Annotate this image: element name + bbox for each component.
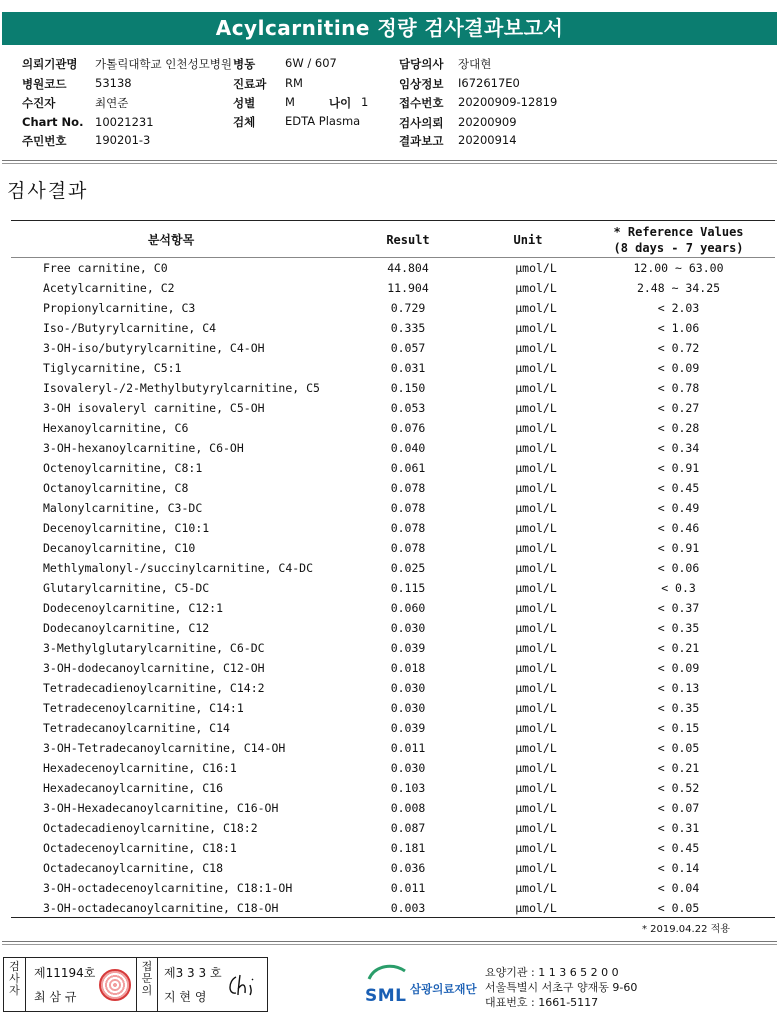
unit-value: μmol/L bbox=[515, 821, 557, 835]
confirmer-label bbox=[136, 958, 158, 1011]
result-value: 0.335 bbox=[390, 321, 426, 335]
result-value: 0.103 bbox=[390, 781, 426, 795]
result-value: 0.025 bbox=[390, 561, 426, 575]
table-row bbox=[11, 658, 775, 678]
tester-label bbox=[4, 958, 26, 1011]
analyte-name: 3-Methylglutarylcarnitine, C6-DC bbox=[43, 641, 265, 655]
table-row bbox=[11, 358, 775, 378]
unit-value: μmol/L bbox=[515, 781, 557, 795]
analyte-name: 3-OH isovaleryl carnitine, C5-OH bbox=[43, 401, 265, 415]
table-row bbox=[11, 458, 775, 478]
info-label: 성별 bbox=[233, 96, 256, 110]
analyte-name: Methlymalonyl-/succinylcarnitine, C4-DC bbox=[43, 561, 314, 575]
reference-value: < 0.37 bbox=[657, 601, 700, 615]
reference-value: < 0.35 bbox=[657, 701, 700, 715]
analyte-name: 3-OH-octadecanoylcarnitine, C18-OH bbox=[43, 901, 279, 915]
tester-label-text: 검 사 자 bbox=[9, 960, 20, 997]
info-value: 190201-3 bbox=[95, 133, 151, 147]
reference-value: < 0.15 bbox=[657, 721, 700, 735]
analyte-name: Isovaleryl-/2-Methylbutyrylcarnitine, C5 bbox=[43, 381, 320, 395]
reference-value: < 0.14 bbox=[657, 861, 700, 875]
reference-value: < 2.03 bbox=[657, 301, 700, 315]
results-table bbox=[11, 220, 775, 918]
table-row bbox=[11, 678, 775, 698]
analyte-name: Octenoylcarnitine, C8:1 bbox=[43, 461, 203, 475]
info-label: 결과보고 bbox=[399, 134, 444, 148]
reference-value: < 0.72 bbox=[657, 341, 700, 355]
analyte-name: Malonylcarnitine, C3-DC bbox=[43, 501, 203, 515]
table-row bbox=[11, 878, 775, 898]
result-value: 0.030 bbox=[390, 761, 426, 775]
result-value: 0.078 bbox=[390, 501, 426, 515]
result-value: 0.011 bbox=[390, 741, 426, 755]
unit-value: μmol/L bbox=[515, 341, 557, 355]
info-label: 수진자 bbox=[22, 96, 56, 110]
header-reference-line1: * Reference Values bbox=[613, 225, 744, 239]
reference-value: < 0.52 bbox=[657, 781, 700, 795]
header-item: 분석항목 bbox=[147, 233, 195, 247]
confirmer-name: 지 현 영 bbox=[164, 990, 207, 1004]
result-value: 0.018 bbox=[390, 661, 426, 675]
analyte-name: 3-OH-Hexadecanoylcarnitine, C16-OH bbox=[43, 801, 279, 815]
result-value: 0.053 bbox=[390, 401, 426, 415]
unit-value: μmol/L bbox=[515, 401, 557, 415]
table-row bbox=[11, 498, 775, 518]
result-value: 0.003 bbox=[390, 901, 426, 915]
info-label: 검사의뢰 bbox=[399, 116, 444, 130]
analyte-name: Tetradecanoylcarnitine, C14 bbox=[43, 721, 230, 735]
info-value: 장대현 bbox=[458, 57, 492, 71]
info-label: 담당의사 bbox=[399, 57, 444, 71]
result-value: 0.039 bbox=[390, 721, 426, 735]
sml-logo-icon bbox=[367, 963, 407, 983]
info-value: 6W / 607 bbox=[285, 56, 337, 70]
result-value: 0.031 bbox=[390, 361, 426, 375]
analyte-name: Propionylcarnitine, C3 bbox=[43, 301, 196, 315]
reference-value: < 0.49 bbox=[657, 501, 700, 515]
table-row bbox=[11, 478, 775, 498]
unit-value: μmol/L bbox=[515, 721, 557, 735]
table-row bbox=[11, 418, 775, 438]
table-row bbox=[11, 278, 775, 298]
table-row bbox=[11, 778, 775, 798]
table-row bbox=[11, 558, 775, 578]
reference-value: < 0.27 bbox=[657, 401, 700, 415]
table-row bbox=[11, 818, 775, 838]
analyte-name: Glutarylcarnitine, C5-DC bbox=[43, 581, 210, 595]
result-value: 0.061 bbox=[390, 461, 426, 475]
table-row bbox=[11, 858, 775, 878]
analyte-name: Iso-/Butyrylcarnitine, C4 bbox=[43, 321, 217, 335]
table-row bbox=[11, 538, 775, 558]
unit-value: μmol/L bbox=[515, 901, 557, 915]
analyte-name: Octadecenoylcarnitine, C18:1 bbox=[43, 841, 237, 855]
unit-value: μmol/L bbox=[515, 861, 557, 875]
tester-seal-icon bbox=[99, 969, 131, 1001]
reference-value: < 0.06 bbox=[657, 561, 700, 575]
analyte-name: 3-OH-Tetradecanoylcarnitine, C14-OH bbox=[43, 741, 286, 755]
reference-value: < 1.06 bbox=[657, 321, 700, 335]
result-value: 0.039 bbox=[390, 641, 426, 655]
info-label: 의뢰기관명 bbox=[22, 57, 78, 71]
confirmer-signature-icon bbox=[226, 971, 262, 999]
analyte-name: 3-OH-iso/butyrylcarnitine, C4-OH bbox=[43, 341, 265, 355]
unit-value: μmol/L bbox=[515, 621, 557, 635]
unit-value: μmol/L bbox=[515, 521, 557, 535]
result-value: 0.078 bbox=[390, 521, 426, 535]
table-row bbox=[11, 438, 775, 458]
unit-value: μmol/L bbox=[515, 381, 557, 395]
table-row bbox=[11, 698, 775, 718]
reference-value: < 0.31 bbox=[657, 821, 700, 835]
analyte-name: Dodecenoylcarnitine, C12:1 bbox=[43, 601, 224, 615]
table-row bbox=[11, 578, 775, 598]
table-header bbox=[11, 220, 775, 258]
analyte-name: 3-OH-octadecenoylcarnitine, C18:1-OH bbox=[43, 881, 293, 895]
info-value: EDTA Plasma bbox=[285, 114, 361, 128]
analyte-name: Octanoylcarnitine, C8 bbox=[43, 481, 189, 495]
org-phone: 대표번호 : 1661-5117 bbox=[485, 996, 599, 1009]
result-value: 0.078 bbox=[390, 541, 426, 555]
footer-divider bbox=[2, 941, 777, 945]
analyte-name: Free carnitine, C0 bbox=[43, 261, 168, 275]
reference-value: < 0.21 bbox=[657, 761, 700, 775]
unit-value: μmol/L bbox=[515, 421, 557, 435]
table-row bbox=[11, 738, 775, 758]
info-value: 20200914 bbox=[458, 133, 517, 147]
org-address-block bbox=[485, 965, 637, 1010]
unit-value: μmol/L bbox=[515, 561, 557, 575]
info-value: M bbox=[285, 95, 295, 109]
table-row bbox=[11, 838, 775, 858]
org-name: 삼광의료재단 bbox=[410, 982, 477, 996]
unit-value: μmol/L bbox=[515, 301, 557, 315]
unit-value: μmol/L bbox=[515, 541, 557, 555]
analyte-name: Dodecanoylcarnitine, C12 bbox=[43, 621, 210, 635]
analyte-name: Hexadecenoylcarnitine, C16:1 bbox=[43, 761, 237, 775]
analyte-name: Hexanoylcarnitine, C6 bbox=[43, 421, 189, 435]
info-label: 진료과 bbox=[233, 77, 267, 91]
reference-value: < 0.78 bbox=[657, 381, 700, 395]
reference-value: < 0.05 bbox=[657, 901, 700, 915]
unit-value: μmol/L bbox=[515, 641, 557, 655]
unit-value: μmol/L bbox=[515, 681, 557, 695]
result-value: 0.036 bbox=[390, 861, 426, 875]
table-row bbox=[11, 518, 775, 538]
analyte-name: 3-OH-hexanoylcarnitine, C6-OH bbox=[43, 441, 244, 455]
result-value: 0.150 bbox=[390, 381, 426, 395]
result-value: 0.087 bbox=[390, 821, 426, 835]
reference-value: < 0.04 bbox=[657, 881, 700, 895]
info-value: 53138 bbox=[95, 76, 132, 90]
info-label: 병원코드 bbox=[22, 77, 67, 91]
reference-value: < 0.46 bbox=[657, 521, 700, 535]
reference-value: < 0.91 bbox=[657, 541, 700, 555]
result-value: 44.804 bbox=[387, 261, 429, 275]
table-body bbox=[11, 258, 775, 918]
result-value: 0.030 bbox=[390, 681, 426, 695]
unit-value: μmol/L bbox=[515, 741, 557, 755]
info-value: 20200909 bbox=[458, 115, 517, 129]
table-row bbox=[11, 798, 775, 818]
reference-value: < 0.45 bbox=[657, 841, 700, 855]
header-unit: Unit bbox=[513, 233, 543, 247]
unit-value: μmol/L bbox=[515, 801, 557, 815]
analyte-name: Tetradecadienoylcarnitine, C14:2 bbox=[43, 681, 265, 695]
analyte-name: 3-OH-dodecanoylcarnitine, C12-OH bbox=[43, 661, 265, 675]
report-title: Acylcarnitine 정량 검사결과보고서 bbox=[2, 12, 777, 45]
reference-value: < 0.07 bbox=[657, 801, 700, 815]
table-bottom-rule bbox=[11, 917, 775, 918]
result-value: 11.904 bbox=[387, 281, 429, 295]
info-value: 가톨릭대학교 인천성모병원 bbox=[95, 57, 232, 71]
table-row bbox=[11, 298, 775, 318]
unit-value: μmol/L bbox=[515, 841, 557, 855]
unit-value: μmol/L bbox=[515, 581, 557, 595]
table-row bbox=[11, 758, 775, 778]
table-row bbox=[11, 898, 775, 918]
result-value: 0.040 bbox=[390, 441, 426, 455]
info-value: 10021231 bbox=[95, 115, 154, 129]
table-row bbox=[11, 318, 775, 338]
unit-value: μmol/L bbox=[515, 501, 557, 515]
header-divider bbox=[2, 160, 777, 164]
unit-value: μmol/L bbox=[515, 481, 557, 495]
header-reference bbox=[601, 221, 756, 259]
result-value: 0.030 bbox=[390, 621, 426, 635]
info-label: 검체 bbox=[233, 115, 256, 129]
reference-value: < 0.45 bbox=[657, 481, 700, 495]
reference-value: < 0.09 bbox=[657, 661, 700, 675]
result-value: 0.011 bbox=[390, 881, 426, 895]
reference-value: 2.48 ~ 34.25 bbox=[636, 281, 721, 295]
unit-value: μmol/L bbox=[515, 361, 557, 375]
header-result: Result bbox=[386, 233, 430, 247]
reference-value: < 0.09 bbox=[657, 361, 700, 375]
info-label: 주민번호 bbox=[22, 134, 67, 148]
table-row bbox=[11, 398, 775, 418]
result-value: 0.729 bbox=[390, 301, 426, 315]
unit-value: μmol/L bbox=[515, 461, 557, 475]
table-row bbox=[11, 598, 775, 618]
analyte-name: Tiglycarnitine, C5:1 bbox=[43, 361, 182, 375]
analyte-name: Decenoylcarnitine, C10:1 bbox=[43, 521, 210, 535]
analyte-name: Hexadecanoylcarnitine, C16 bbox=[43, 781, 224, 795]
table-row bbox=[11, 378, 775, 398]
analyte-name: Acetylcarnitine, C2 bbox=[43, 281, 175, 295]
tester-name: 최 삼 규 bbox=[34, 990, 77, 1004]
header-reference-line2: (8 days - 7 years) bbox=[613, 241, 744, 255]
confirmer-license-no: 제3 3 3 호 bbox=[164, 966, 222, 980]
table-row bbox=[11, 638, 775, 658]
result-value: 0.008 bbox=[390, 801, 426, 815]
reference-value: < 0.13 bbox=[657, 681, 700, 695]
org-code: 요양기관 : 1 1 3 6 5 2 0 0 bbox=[485, 966, 619, 979]
unit-value: μmol/L bbox=[515, 321, 557, 335]
info-value: I672617E0 bbox=[458, 76, 520, 90]
reference-value: < 0.35 bbox=[657, 621, 700, 635]
table-row bbox=[11, 718, 775, 738]
info-label: Chart No. bbox=[22, 115, 84, 129]
reference-value: 12.00 ~ 63.00 bbox=[633, 261, 724, 275]
reference-footnote: * 2019.04.22 적용 bbox=[642, 924, 730, 935]
age-value: 1 bbox=[361, 95, 369, 109]
table-row bbox=[11, 338, 775, 358]
tester-license-no: 제11194호 bbox=[34, 966, 96, 980]
result-value: 0.078 bbox=[390, 481, 426, 495]
signature-box bbox=[3, 957, 268, 1012]
reference-value: < 0.21 bbox=[657, 641, 700, 655]
reference-value: < 0.91 bbox=[657, 461, 700, 475]
info-value: RM bbox=[285, 76, 303, 90]
unit-value: μmol/L bbox=[515, 261, 557, 275]
analyte-name: Octadecanoylcarnitine, C18 bbox=[43, 861, 224, 875]
reference-value: < 0.3 bbox=[661, 581, 696, 595]
unit-value: μmol/L bbox=[515, 661, 557, 675]
table-row bbox=[11, 618, 775, 638]
reference-value: < 0.28 bbox=[657, 421, 700, 435]
reference-value: < 0.05 bbox=[657, 741, 700, 755]
analyte-name: Decanoylcarnitine, C10 bbox=[43, 541, 196, 555]
info-label: 임상정보 bbox=[399, 77, 444, 91]
reference-value: < 0.34 bbox=[657, 441, 700, 455]
confirmer-label-text: 접 문 의 bbox=[141, 960, 153, 997]
unit-value: μmol/L bbox=[515, 701, 557, 715]
section-title: 검사결과 bbox=[7, 180, 89, 202]
unit-value: μmol/L bbox=[515, 601, 557, 615]
analyte-name: Tetradecenoylcarnitine, C14:1 bbox=[43, 701, 244, 715]
result-value: 0.076 bbox=[390, 421, 426, 435]
unit-value: μmol/L bbox=[515, 881, 557, 895]
result-value: 0.060 bbox=[390, 601, 426, 615]
unit-value: μmol/L bbox=[515, 441, 557, 455]
analyte-name: Octadecadienoylcarnitine, C18:2 bbox=[43, 821, 258, 835]
info-value: 최연준 bbox=[95, 96, 129, 110]
unit-value: μmol/L bbox=[515, 761, 557, 775]
result-value: 0.030 bbox=[390, 701, 426, 715]
result-value: 0.181 bbox=[390, 841, 426, 855]
result-value: 0.115 bbox=[390, 581, 426, 595]
unit-value: μmol/L bbox=[515, 281, 557, 295]
info-value: 20200909-12819 bbox=[458, 95, 558, 109]
info-label: 접수번호 bbox=[399, 96, 444, 110]
result-value: 0.057 bbox=[390, 341, 426, 355]
age-label: 나이 bbox=[329, 96, 352, 110]
table-row bbox=[11, 258, 775, 278]
info-label: 병동 bbox=[233, 57, 256, 71]
org-logo-text: SML bbox=[365, 986, 407, 1006]
org-address: 서울특별시 서초구 양재동 9-60 bbox=[485, 981, 638, 994]
